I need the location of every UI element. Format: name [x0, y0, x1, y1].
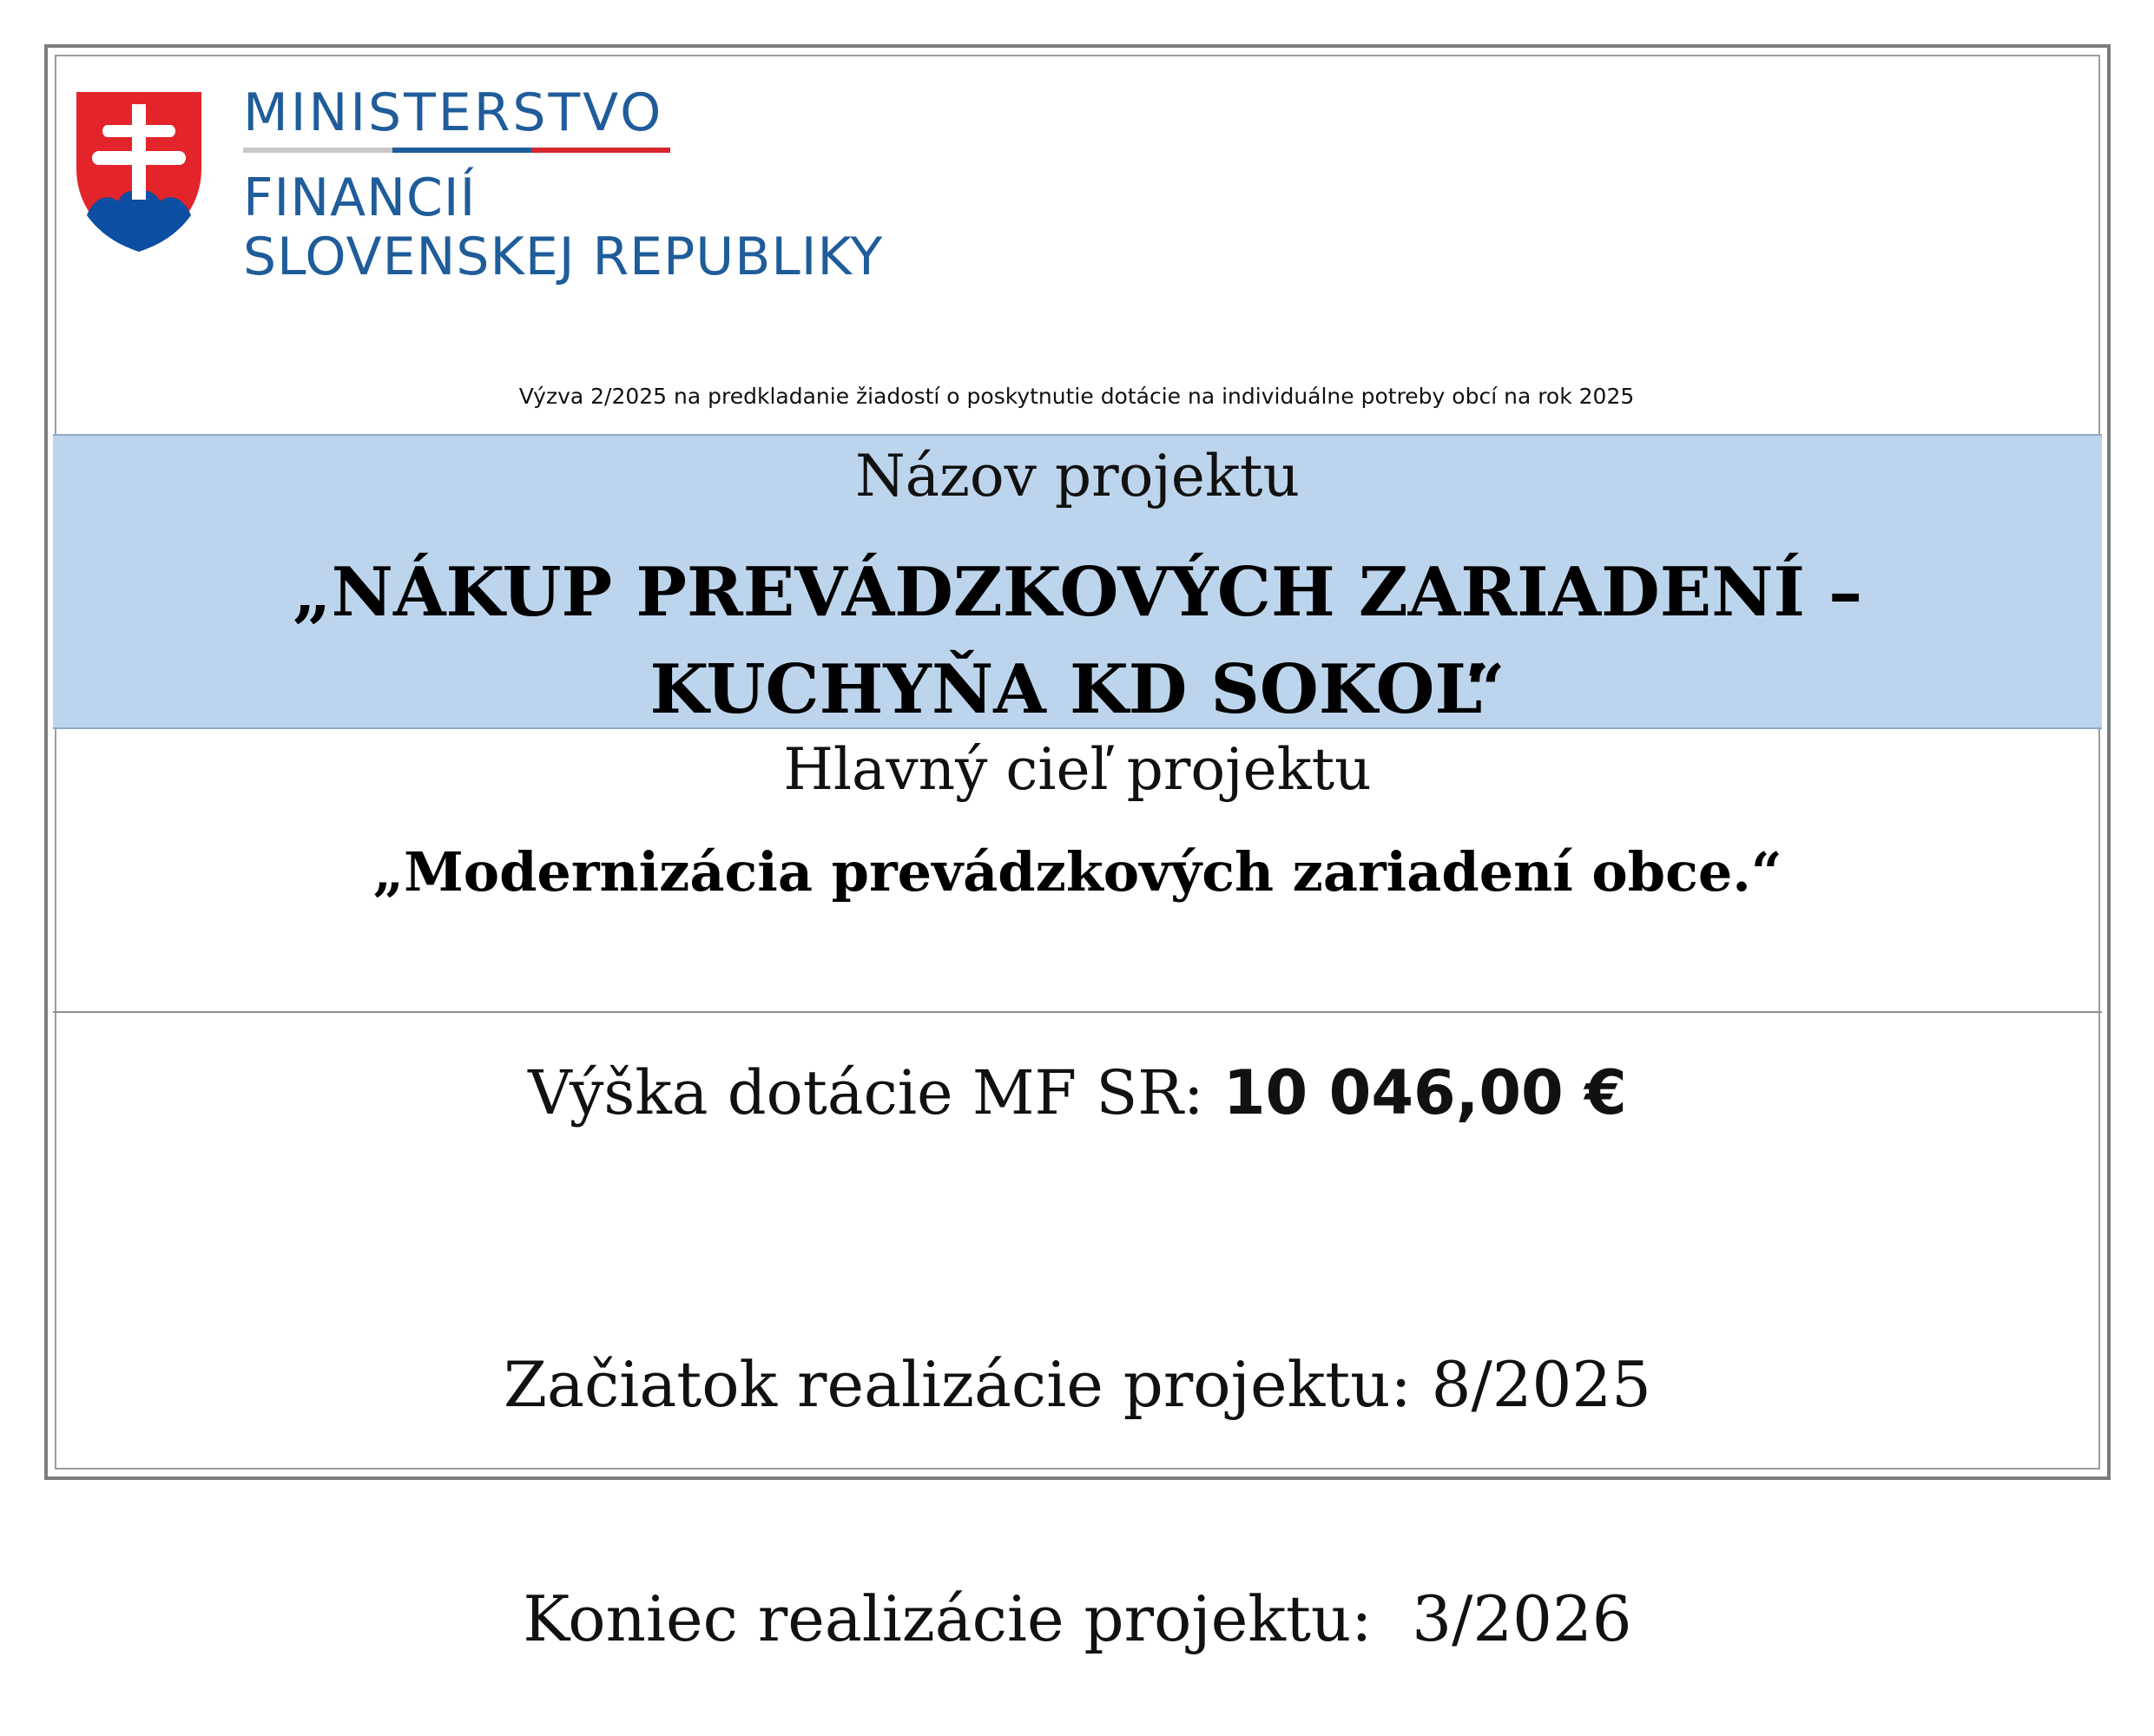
project-start-date: Začiatok realizácie projektu: 8/2025: [504, 1348, 1651, 1421]
slovak-coat-of-arms-icon: [69, 85, 208, 259]
funding-amount-line: [53, 1057, 2102, 1128]
project-name-label: Názov projektu: [855, 443, 1300, 510]
rule-grey: [243, 148, 392, 153]
logo-line-financii: FINANCIÍ: [243, 168, 477, 228]
project-goal-label: Hlavný cieľ projektu: [783, 736, 1372, 803]
rule-red: [531, 148, 670, 153]
project-dates: [53, 1189, 2102, 1736]
section-divider: [53, 1011, 2102, 1013]
project-end-date: Koniec realizácie projektu: 3/2026: [523, 1582, 1632, 1655]
logo-line-slovenskej-republiky: SLOVENSKEJ REPUBLIKY: [243, 227, 884, 287]
funding-label: Výška dotácie MF SR:: [528, 1057, 1223, 1128]
ministry-wordmark: [243, 82, 884, 287]
logo-tricolor-rule: [243, 148, 670, 153]
call-reference: Výzva 2/2025 na predkladanie žiadostí o poskytnutie dotácie na individuálne potreby obcí na rok 2025: [518, 384, 1635, 409]
project-name-title: [53, 544, 2102, 739]
project-name-line-1: „NÁKUP PREVÁDZKOVÝCH ZARIADENÍ –: [292, 553, 1863, 632]
project-goal-text: „Modernizácia prevádzkových zariadení obce.“: [372, 840, 1782, 904]
project-name-line-2: KUCHYŇA KD SOKOĽ“: [649, 650, 1505, 729]
project-name-band: [53, 434, 2102, 729]
logo-line-ministerstvo: MINISTERSTVO: [243, 82, 664, 143]
funding-value: 10 046,00 €: [1222, 1057, 1627, 1128]
rule-blue: [392, 148, 531, 153]
